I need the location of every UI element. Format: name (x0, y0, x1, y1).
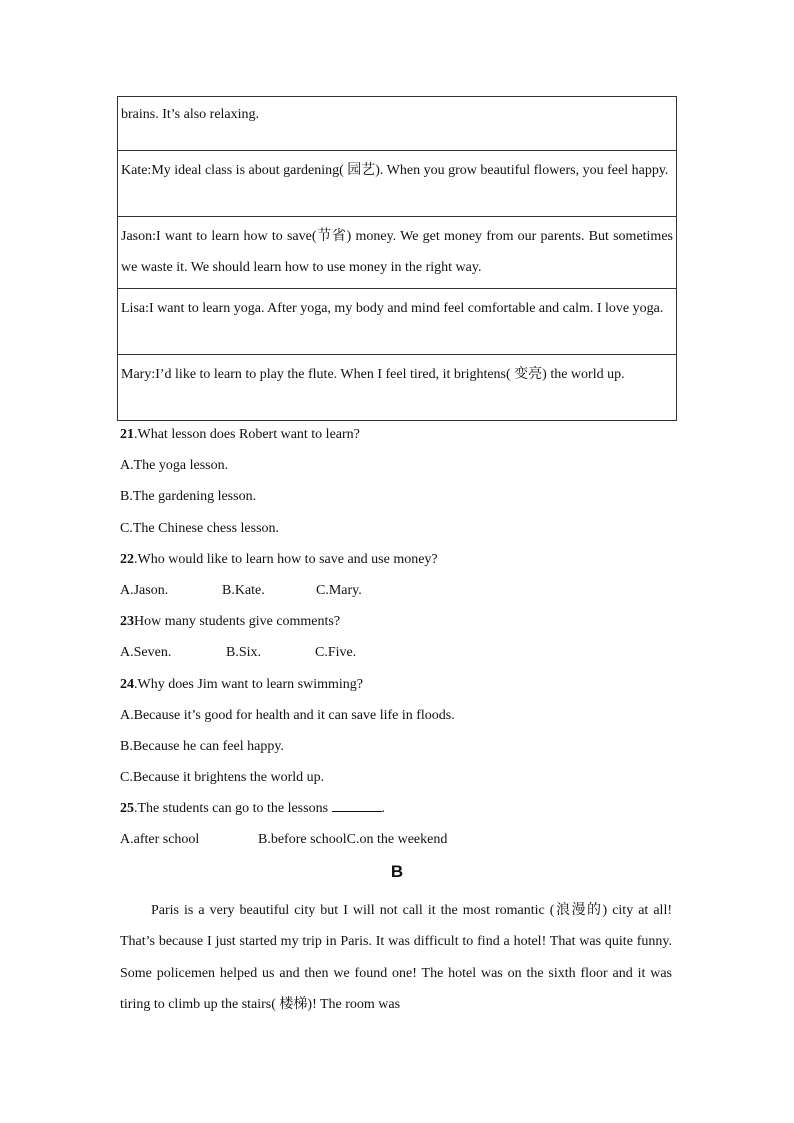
question-21 (120, 419, 680, 450)
table-cell: Jason:I want to learn how to save(节省) money. We get money from our parents. But sometimes we waste it. We should learn how to use money in the right way. (118, 217, 677, 289)
option-a: A.The yoga lesson. (120, 458, 229, 474)
option-a: A.Because it’s good for health and it can save life in floods. (120, 707, 455, 723)
option-a: A.after school (120, 832, 200, 848)
options-row (120, 575, 680, 606)
option-b: B.before school (258, 832, 347, 848)
reading-passage: Paris is a very beautiful city but I will not call it the most romantic (浪漫的) city at all! That’s because I just started my trip in Paris. It was difficult to find a hotel! That was quite funny. Some policemen helped us and then we found one! The hotel was on the sixth floor and it was tiring to climb up the stairs( 楼梯)! The room was (120, 903, 672, 1012)
option-c: C.on the weekend (346, 832, 448, 848)
table-row (118, 97, 677, 151)
table-row (118, 151, 677, 217)
question-text: .Who would like to learn how to save and use money? (134, 551, 438, 567)
question-number: 21 (120, 427, 134, 442)
options-row (120, 824, 680, 855)
comments-table (117, 96, 677, 421)
question-24 (120, 669, 680, 700)
options-row (120, 637, 680, 668)
option-c: C.Five. (315, 645, 357, 661)
question-23 (120, 606, 680, 637)
table-cell: Kate:My ideal class is about gardening( 园艺). When you grow beautiful flowers, you feel happy. (118, 151, 677, 217)
option-c: C.Mary. (316, 582, 362, 598)
table-cell: brains. It’s also relaxing. (118, 97, 677, 151)
answer-blank (332, 797, 382, 812)
question-22 (120, 544, 680, 575)
table-cell: Mary:I’d like to learn to play the flute. When I feel tired, it brightens( 变亮) the world up. (118, 355, 677, 421)
table-row (118, 289, 677, 355)
question-number: 24 (120, 676, 134, 692)
question-text: .The students can go to the lessons (134, 801, 329, 817)
question-text: .What lesson does Robert want to learn? (134, 427, 360, 442)
questions-section (120, 419, 680, 856)
table-row (118, 355, 677, 421)
question-number: 25 (120, 801, 134, 817)
option-b: B.Kate. (222, 582, 265, 598)
option-b: B.Because he can feel happy. (120, 738, 284, 754)
question-25: 25.The students can go to the lessons . (120, 793, 680, 824)
question-text: .Why does Jim want to learn swimming? (134, 676, 364, 692)
option-b: B.Six. (226, 645, 262, 661)
option-a: A.Jason. (120, 582, 169, 598)
option-c: C.The Chinese chess lesson. (120, 520, 280, 536)
table-cell: Lisa:I want to learn yoga. After yoga, my body and mind feel comfortable and calm. I love yoga. (118, 289, 677, 355)
option-c: C.Because it brightens the world up. (120, 770, 325, 786)
question-number: 22 (120, 551, 134, 567)
option-a: A.Seven. (120, 645, 172, 661)
option-b: B.The gardening lesson. (120, 489, 257, 505)
section-b-title: B (390, 862, 404, 881)
question-text: How many students give comments? (134, 614, 341, 630)
table-row (118, 217, 677, 289)
question-number: 23 (120, 614, 134, 630)
